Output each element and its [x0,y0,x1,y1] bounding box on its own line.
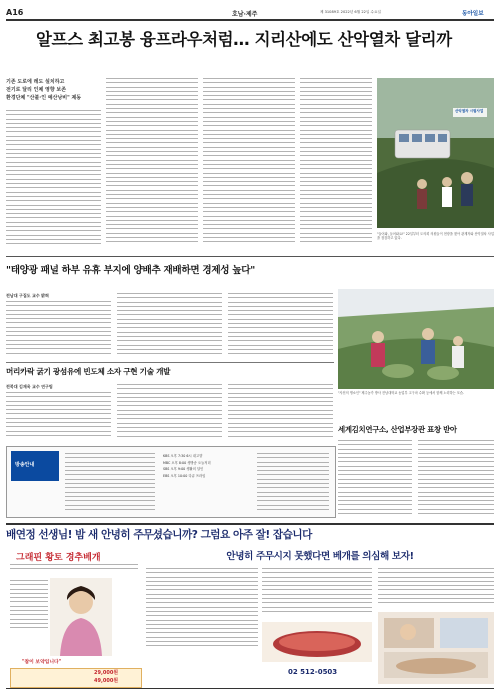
ad-right [146,546,494,686]
schedule-box [6,446,336,518]
deck-line-2: 전기로 달리 인체 영향 보존 [6,87,67,93]
top-deck [6,78,101,102]
pillow-photo [262,622,372,662]
ad-left-price-1: 29,000원 [94,670,119,676]
ad-left [6,546,142,686]
top-photo-caption: "들어와, 들어와요!" 22일부터 도의회 의원들이 현장을 찾아 관계자와 산악열차 사업을 점검하고 있다. [377,232,494,241]
top-story-photo [377,78,494,228]
story2-col-3 [228,293,333,359]
ad-left-title: 그래핀 황토 경추베개 [16,553,101,563]
schedule-row: SBS 오후 9:00 생활의 달인 [163,467,204,471]
story2-photo-caption: "사천의 명소인" 제주농가 방사 전남대학교 농업부 고구마 수확 등에서 함께 노력하는 모습. [338,391,464,395]
ad-left-tag: "참이 보약입니다" [22,660,62,665]
schedule-title: 방송안내 [15,462,35,468]
issue-info: 제 31089호 2022년 6월 22일 수요일 [320,10,381,14]
deck-line-1: 기존 도로에 레도 설치하고 [6,79,65,85]
top-story-col-2 [106,78,198,250]
top-story-col-1 [6,110,101,250]
story4-col-2 [418,440,494,520]
story2-photo [338,289,494,389]
ad-left-photo [50,578,112,656]
story2-col-1 [6,301,111,359]
schedule-row: EBS 오후 10:00 다큐 프라임 [163,473,206,478]
top-headline: 알프스 최고봉 융프라우처럼… 지리산에도 산악열차 달리까 [36,30,452,49]
story3-col-1 [6,392,111,442]
ad-right-photo [378,612,494,684]
deck-line-3: 환경단체 "산불·인 예산낭비" 제동 [6,95,82,101]
story3-col-2 [117,384,222,442]
story2-headline: "태양광 패널 하부 유휴 부지에 양배추 재배하면 경제성 높다" [6,265,255,276]
ad-right-headline: 안녕히 주무시지 못했다면 베개를 의심해 보자! [226,551,414,562]
ad-right-phone: 02 512-0503 [288,668,338,676]
story3-headline: 머리카락 굵기 광섬유에 빈도체 소자 구현 기술 개발 [6,367,171,376]
story3-deck: 전북대 김재욱 교수 연구팀 [6,384,53,389]
schedule-table [163,453,253,479]
schedule-row: MBC 오후 8:00 생방송 오늘저녁 [163,460,211,465]
ad-left-price-box [10,668,142,688]
story4-col-1 [338,440,412,520]
story2-deck: 전남대 구집도 교수 밝혀 [6,293,49,298]
paper-name: 동아일보 [462,11,484,17]
story3-col-3 [228,384,333,442]
photo-sign: 산악열차 시범사업 [455,109,484,113]
top-story-col-3 [203,78,295,250]
ad-left-price-2: 49,000원 [94,678,119,684]
page-number: A16 [6,8,24,17]
story2-col-2 [117,293,222,359]
story4-headline: 세계김치연구소, 산업부장관 표창 받아 [338,425,457,434]
ad-headline: 배연정 선생님! 밤 새 안녕히 주무셨습니까? 그럼요 아주 잘! 잡습니다 [6,529,312,541]
schedule-row: KBS 오후 7:30 6시 내고향 [163,454,203,458]
section-name: 호남·제주 [232,11,258,18]
top-story-col-4 [300,78,372,250]
